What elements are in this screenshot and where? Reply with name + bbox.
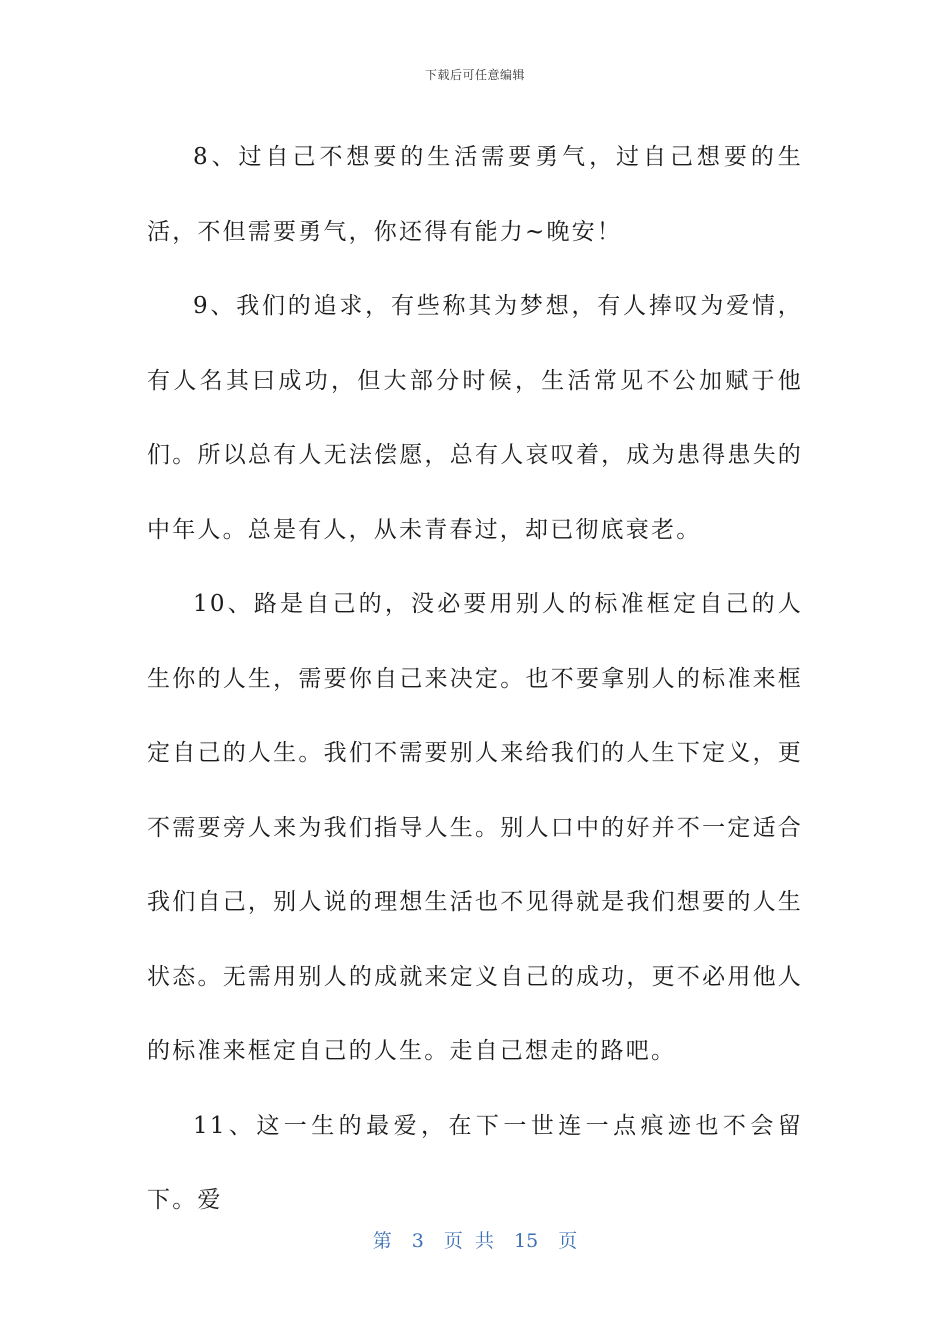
- footer-prefix: 第: [372, 1230, 392, 1252]
- paragraph-9: 9、我们的追求，有些称其为梦想，有人捧叹为爱情，有人名其曰成功，但大部分时候，生活常见不公加赋于他们。所以总有人无法偿愿，总有人哀叹着，成为患得患失的中年人。总是有人，从未青春过，却已彻底衰老。: [147, 293, 803, 543]
- document-body: [147, 120, 803, 1238]
- page-footer: [0, 1226, 950, 1253]
- footer-middle: 页 共: [443, 1230, 494, 1252]
- paragraph-11: 11、这一生的最爱，在下一世连一点痕迹也不会留下。爱: [147, 1112, 803, 1213]
- footer-total-pages: 15: [514, 1230, 539, 1252]
- footer-page-number: 3: [411, 1230, 424, 1252]
- footer-suffix: 页: [558, 1230, 578, 1252]
- header-note: 下载后可任意编辑: [424, 68, 525, 82]
- paragraph-10: 10、路是自己的，没必要用别人的标准框定自己的人生你的人生，需要你自己来决定。也不要拿别人的标准来框定自己的人生。我们不需要别人来给我们的人生下定义，更不需要旁人来为我们指导人生。别人口中的好并不一定适合我们自己，别人说的理想生活也不见得就是我们想要的人生状态。无需用别人的成就来定义自己的成功，更不必用他人的标准来框定自己的人生。走自己想走的路吧。: [147, 591, 803, 1064]
- paragraph-8: 8、过自己不想要的生活需要勇气，过自己想要的生活，不但需要勇气，你还得有能力~晚安！: [147, 144, 803, 245]
